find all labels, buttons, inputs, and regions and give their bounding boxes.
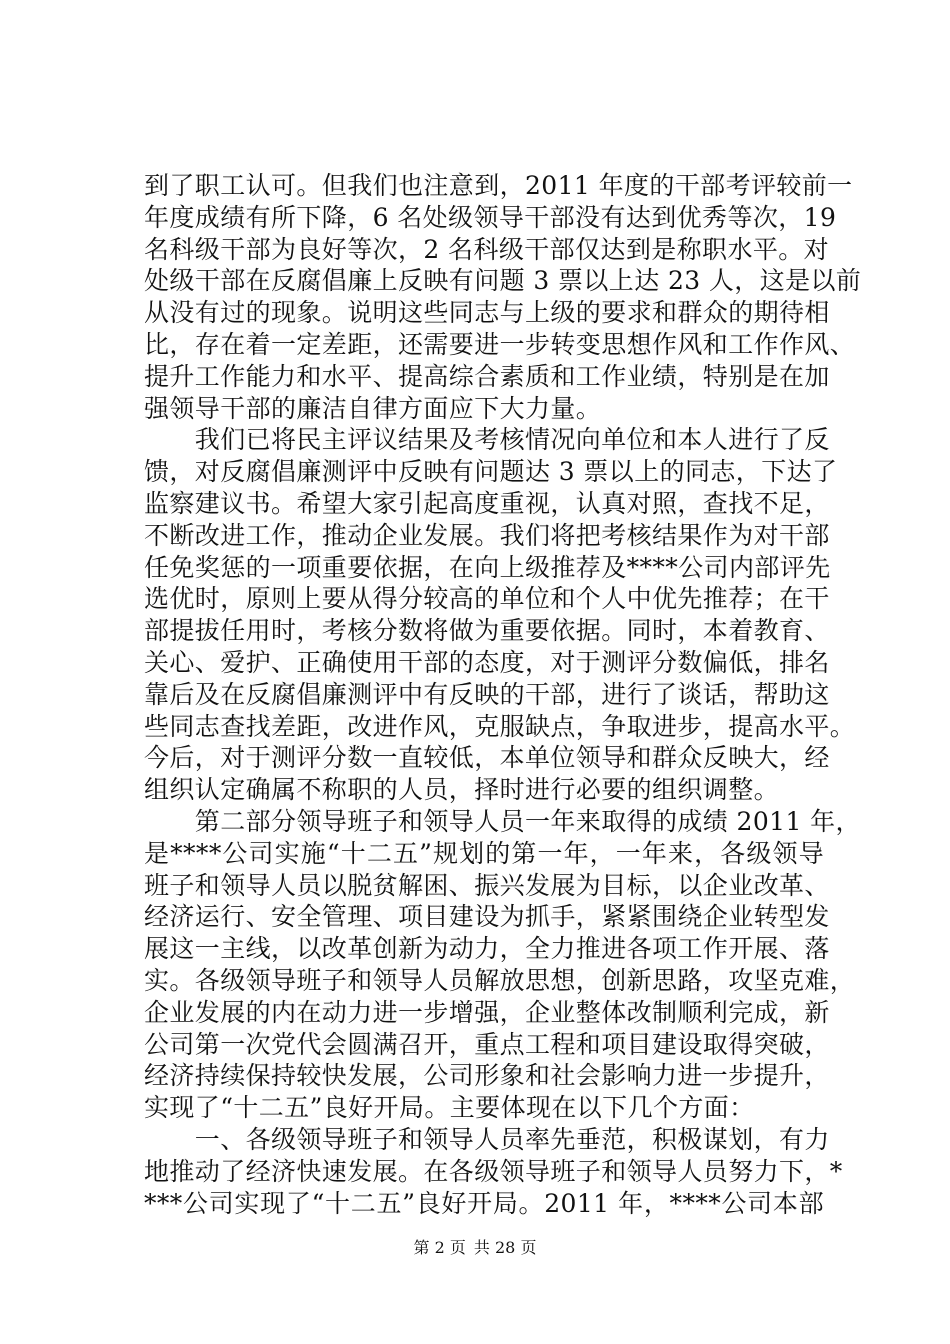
text-line: 班子和领导人员以脱贫解困、振兴发展为目标，以企业改革、 [144,870,830,900]
text-line: 强领导干部的廉洁自律方面应下大力量。 [144,393,602,423]
text-line: 组织认定确属不称职的人员，择时进行必要的组织调整。 [144,775,780,805]
text-line: 监察建议书。希望大家引起高度重视，认真对照，查找不足， [144,488,830,518]
text-line: 部提拔任用时，考核分数将做为重要依据。同时，本着教育、 [144,616,830,646]
text-line: 不断改进工作，推动企业发展。我们将把考核结果作为对干部 [144,520,830,550]
text-line: 是****公司实施“十二五”规划的第一年，一年来，各级领导 [144,838,824,868]
text-line: 今后，对于测评分数一直较低，本单位领导和群众反映大，经 [144,743,830,773]
text-line: 任免奖惩的一项重要依据，在向上级推荐及****公司内部评先 [144,552,831,582]
page-number: 第 2 页 [413,1238,466,1257]
text-line: 关心、爱护、正确使用干部的态度，对于测评分数偏低，排名 [144,647,830,677]
text-line: 第二部分领导班子和领导人员一年来取得的成绩 2011 年， [144,806,861,836]
text-line: 实现了“十二五”良好开局。主要体现在以下几个方面： [144,1093,755,1123]
text-line: ***公司实现了“十二五”良好开局。2011 年，****公司本部 [144,1188,824,1218]
text-line: 经济持续保持较快发展，公司形象和社会影响力进一步提升， [144,1061,830,1091]
text-line: 提升工作能力和水平、提高综合素质和工作业绩，特别是在加 [144,361,830,391]
text-line: 实。各级领导班子和领导人员解放思想，创新思路，攻坚克难， [144,965,856,995]
page-footer [0,1238,950,1258]
text-line: 我们已将民主评议结果及考核情况向单位和本人进行了反 [144,425,830,455]
text-line: 地推动了经济快速发展。在各级领导班子和领导人员努力下，* [144,1156,843,1186]
text-line: 选优时，原则上要从得分较高的单位和个人中优先推荐；在干 [144,584,830,614]
text-line: 名科级干部为良好等次，2 名科级干部仅达到是称职水平。对 [144,234,830,264]
document-body [144,170,862,1219]
text-line: 从没有过的现象。说明这些同志与上级的要求和群众的期待相 [144,298,830,328]
text-line: 比，存在着一定差距，还需要进一步转变思想作风和工作作风、 [144,329,856,359]
text-line: 公司第一次党代会圆满召开，重点工程和项目建设取得突破， [144,1029,830,1059]
text-line: 处级干部在反腐倡廉上反映有问题 3 票以上达 23 人，这是以前 [144,266,862,296]
text-line: 靠后及在反腐倡廉测评中有反映的干部，进行了谈话，帮助这 [144,679,830,709]
text-line: 经济运行、安全管理、项目建设为抓手，紧紧围绕企业转型发 [144,902,830,932]
text-line: 馈，对反腐倡廉测评中反映有问题达 3 票以上的同志，下达了 [144,457,838,487]
page-total: 共 28 页 [473,1238,537,1257]
text-line: 年度成绩有所下降，6 名处级领导干部没有达到优秀等次，19 [144,202,837,232]
text-line: 些同志查找差距，改进作风，克服缺点，争取进步，提高水平。 [144,711,856,741]
text-line: 到了职工认可。但我们也注意到，2011 年度的干部考评较前一 [144,171,853,200]
text-line: 展这一主线，以改革创新为动力，全力推进各项工作开展、落 [144,934,830,964]
text-line: 企业发展的内在动力进一步增强，企业整体改制顺利完成，新 [144,997,830,1027]
text-line: 一、各级领导班子和领导人员率先垂范，积极谋划，有力 [144,1124,830,1154]
